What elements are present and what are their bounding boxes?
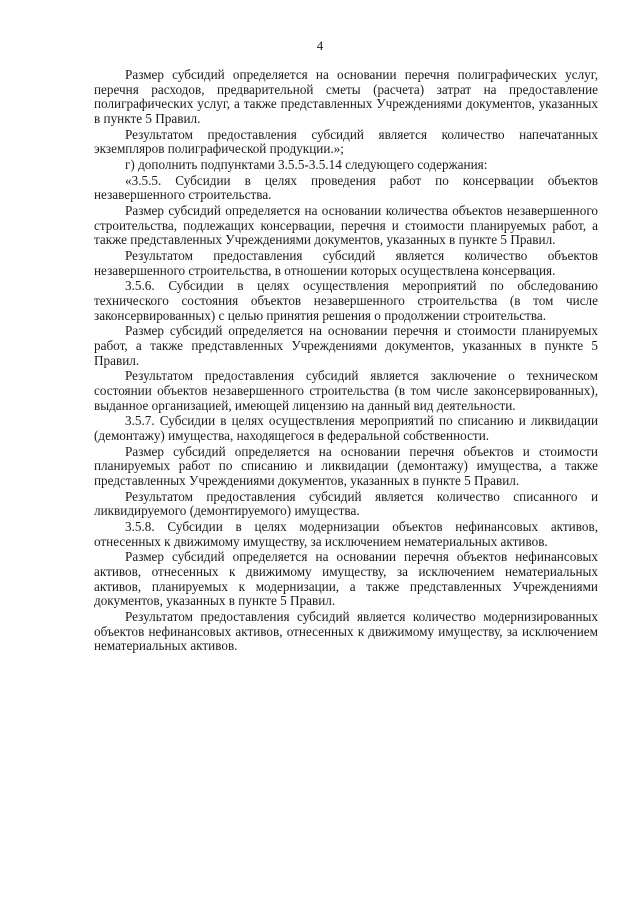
paragraph-3-5-8-modernization: 3.5.8. Субсидии в целях модернизации объектов нефинансовых активов, отнесенных к движимому имуществу, за исключением нематериальных активов. — [94, 519, 598, 549]
paragraph-size-modernization: Размер субсидий определяется на основании перечня объектов нефинансовых активов, отнесенных к движимому имуществу, за исключением нематериальных активов, планируемых к модернизации, а также представленных Учреждениями документов, указанных в пункте 5 Правил. — [94, 549, 598, 609]
paragraph-size-conservation: Размер субсидий определяется на основании количества объектов незавершенного строительства, подлежащих консервации, перечня и стоимости планируемых работ, а также представленных Учреждениями документов, указанных в пункте 5 Правил. — [94, 203, 598, 248]
paragraph-result-write-off: Результатом предоставления субсидий является количество списанного и ликвидируемого (демонтируемого) имущества. — [94, 488, 598, 519]
paragraph-result-conservation: Результатом предоставления субсидий является количество объектов незавершенного строительства, в отношении которых осуществлена консервация. — [94, 248, 598, 278]
paragraph-size-write-off: Размер субсидий определяется на основании перечня объектов и стоимости планируемых работ по списанию и ликвидации (демонтажу) имущества, а также представленных Учреждениями документов, указанных в пункте 5 Правил. — [94, 443, 598, 488]
paragraph-size-inspection: Размер субсидий определяется на основании перечня и стоимости планируемых работ, а также представленных Учреждениями документов, указанных в пункте 5 Правил. — [94, 323, 598, 368]
page-number: 4 — [316, 38, 324, 53]
paragraph-result-printed-copies: Результатом предоставления субсидий является количество напечатанных экземпляров полиграфической продукции.»; — [94, 126, 598, 157]
paragraph-subsidy-size-printing: Размер субсидий определяется на основании перечня полиграфических услуг, перечня расходов, предварительной сметы (расчета) затрат на предоставление полиграфических услуг, а также представленных Учреждениями документов, указанных в пункте 5 Правил. — [94, 67, 598, 126]
paragraph-amendment-g: г) дополнить подпунктами 3.5.5-3.5.14 следующего содержания: — [125, 156, 488, 172]
paragraph-3-5-6-inspection: 3.5.6. Субсидии в целях осуществления мероприятий по обследованию технического состояния объектов незавершенного строительства (в том числе законсервированных) с целью принятия решения о продолжении строительства. — [94, 278, 598, 323]
paragraph-result-inspection: Результатом предоставления субсидий является заключение о техническом состоянии объектов незавершенного строительства (в том числе законсервированных), выданное организацией, имеющей лицензию на данный вид деятельности. — [94, 368, 598, 413]
paragraph-result-modernization: Результатом предоставления субсидий является количество модернизированных объектов нефинансовых активов, отнесенных к движимому имуществу, за исключением нематериальных активов. — [94, 609, 598, 654]
document-body — [94, 68, 598, 655]
paragraph-3-5-5-conservation: «3.5.5. Субсидии в целях проведения работ по консервации объектов незавершенного строительства. — [94, 172, 598, 203]
paragraph-3-5-7-write-off: 3.5.7. Субсидии в целях осуществления мероприятий по списанию и ликвидации (демонтажу) имущества, находящегося в федеральной собственности. — [94, 413, 598, 443]
